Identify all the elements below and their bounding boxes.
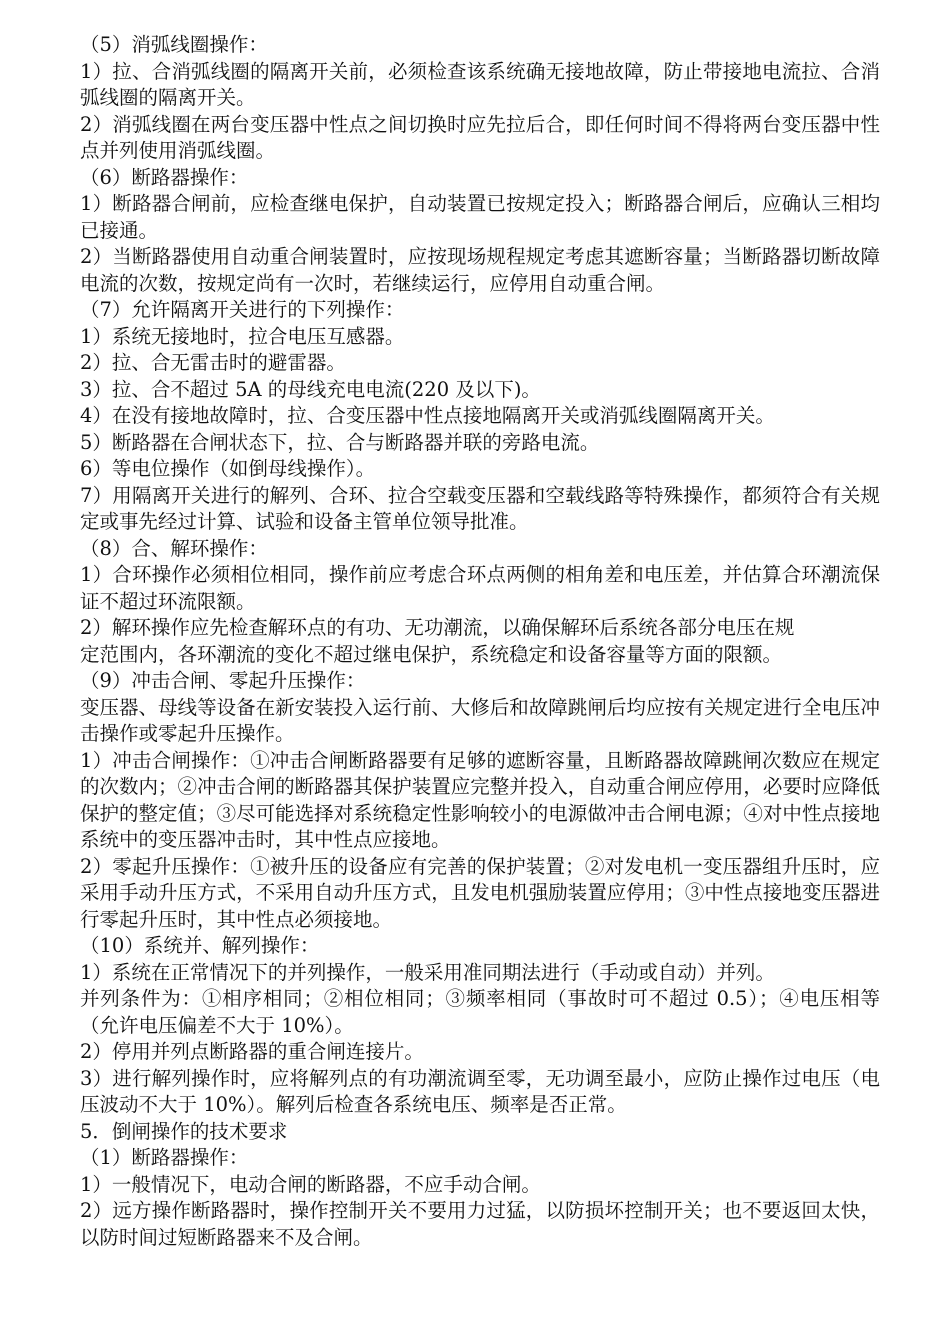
paragraph: 1）一般情况下，电动合闸的断路器，不应手动合闸。 — [80, 1172, 541, 1196]
paragraph: 5）断路器在合闸状态下，拉、合与断路器并联的旁路电流。 — [80, 430, 600, 454]
paragraph: 1）冲击合闸操作：①冲击合闸断路器要有足够的遮断容量，且断路器故障跳闸次数应在规定的次数内；②冲击合闸的断路器其保护装置应完整并投入，自动重合闸应停用，必要时应降低保护的整定值；③尽可能选择对系统稳定性影响较小的电源做冲击合闸电源；④对中性点接地系统中的变压器冲击时，其中性点应接地。 — [80, 748, 880, 851]
heading-circuit-breaker-operation: （1）断路器操作： — [80, 1146, 249, 1169]
paragraph: 7）用隔离开关进行的解列、合环、拉合空载变压器和空载线路等特殊操作，都须符合有关规定或事先经过计算、试验和设备主管单位领导批准。 — [80, 483, 880, 533]
paragraph: 1）系统无接地时，拉合电压互感器。 — [80, 324, 405, 348]
paragraph: 6）等电位操作（如倒母线操作）。 — [80, 457, 376, 480]
heading-circuit-breaker: （6）断路器操作： — [80, 165, 249, 189]
heading-arc-suppression-coil: （5）消弧线圈操作： — [80, 33, 268, 56]
section-heading-switching-requirements: 5．倒闸操作的技术要求 — [80, 1119, 288, 1143]
paragraph: 并列条件为：①相序相同；②相位相同；③频率相同（事故时可不超过 0.5）；④电压相等（允许电压偏差不大于 10%）。 — [80, 987, 880, 1037]
document-page — [80, 32, 880, 1251]
heading-impulse-closing: （9）冲击合闸、零起升压操作： — [80, 669, 366, 692]
paragraph: 1）断路器合闸前，应检查继电保护，自动装置已按规定投入；断路器合闸后，应确认三相均已接通。 — [80, 192, 880, 242]
paragraph: 2）零起升压操作：①被升压的设备应有完善的保护装置；②对发电机一变压器组升压时，应采用手动升压方式，不采用自动升压方式，且发电机强励装置应停用；③中性点接地变压器进行零起升压时，其中性点必须接地。 — [80, 854, 880, 931]
paragraph: 1）拉、合消弧线圈的隔离开关前，必须检查该系统确无接地故障，防止带接地电流拉、合消弧线圈的隔离开关。 — [80, 59, 880, 109]
paragraph: 2）拉、合无雷击时的避雷器。 — [80, 351, 346, 374]
paragraph: 2）远方操作断路器时，操作控制开关不要用力过猛，以防损坏控制开关；也不要返回太快，以防时间过短断路器来不及合闸。 — [80, 1199, 880, 1249]
paragraph: 2）当断路器使用自动重合闸装置时，应按现场规程规定考虑其遮断容量；当断路器切断故障电流的次数，按规定尚有一次时，若继续运行，应停用自动重合闸。 — [80, 245, 880, 295]
paragraph: 3）拉、合不超过 5A 的母线充电电流(220 及以下)。 — [80, 377, 541, 401]
paragraph: 3）进行解列操作时，应将解列点的有功潮流调至零，无功调至最小，应防止操作过电压（电压波动不大于 10%）。解列后检查各系统电压、频率是否正常。 — [80, 1066, 880, 1116]
heading-loop-operations: （8）合、解环操作： — [80, 536, 268, 560]
paragraph: 定范围内，各环潮流的变化不超过继电保护，系统稳定和设备容量等方面的限额。 — [80, 642, 783, 666]
paragraph: 4）在没有接地故障时，拉、合变压器中性点接地隔离开关或消弧线圈隔离开关。 — [80, 404, 775, 427]
paragraph: 变压器、母线等设备在新安装投入运行前、大修后和故障跳闸后均应按有关规定进行全电压冲击操作或零起升压操作。 — [80, 695, 880, 745]
paragraph: 1）系统在正常情况下的并列操作，一般采用准同期法进行（手动或自动）并列。 — [80, 960, 775, 984]
paragraph: 2）消弧线圈在两台变压器中性点之间切换时应先拉后合，即任何时间不得将两台变压器中性点并列使用消弧线圈。 — [80, 112, 880, 162]
paragraph: 2）停用并列点断路器的重合闸连接片。 — [80, 1040, 424, 1063]
heading-system-paralleling: （10）系统并、解列操作： — [80, 934, 320, 957]
paragraph: 2）解环操作应先检查解环点的有功、无功潮流，以确保解环后系统各部分电压在规 — [80, 616, 795, 639]
heading-isolator-operations: （7）允许隔离开关进行的下列操作： — [80, 298, 405, 321]
paragraph: 1）合环操作必须相位相同，操作前应考虑合环点两侧的相角差和电压差，并估算合环潮流保证不超过环流限额。 — [80, 563, 880, 613]
